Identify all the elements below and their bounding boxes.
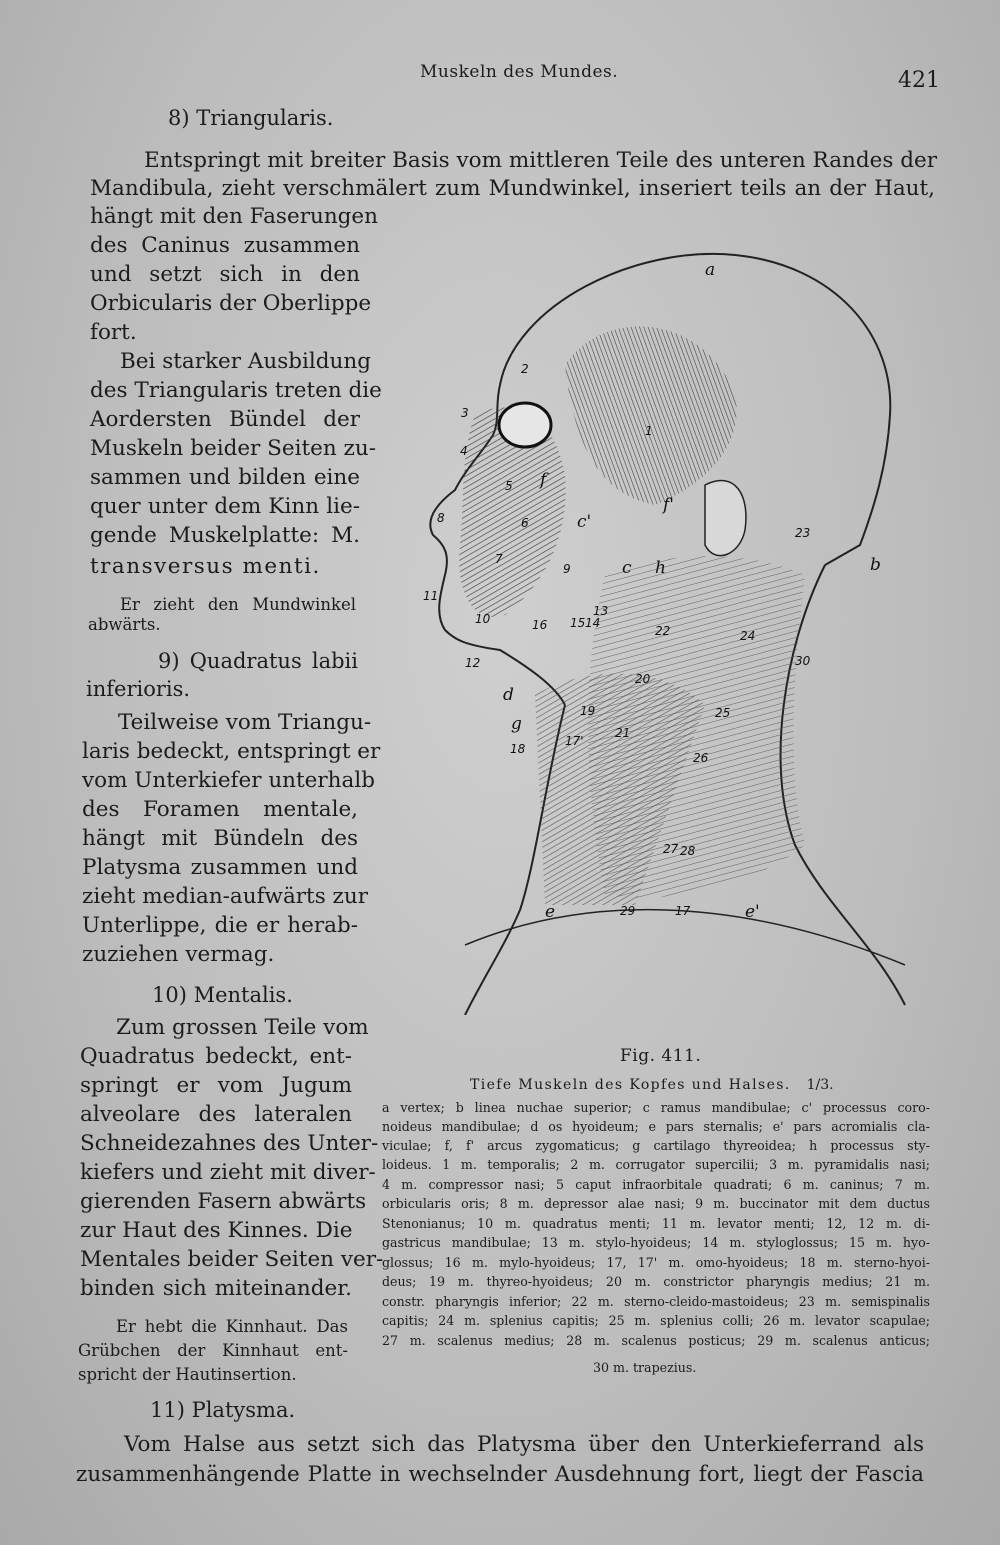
running-title: Muskeln des Mundes. [420, 62, 619, 82]
legend-line: orbicularis oris; 8 m. depressor alae nasi; 9 m. buccinator mit dem ductus [382, 1196, 930, 1211]
text-line: transversus menti. [90, 554, 321, 579]
text-line: Teilweise vom Triangu- [118, 710, 372, 735]
text-line: zusammenhängende Platte in wechselnder Ausdehnung fort, liegt der Fascia [76, 1462, 924, 1487]
text-line: zuziehen vermag. [82, 942, 275, 967]
legend-line: deus; 19 m. thyreo-hyoideus; 20 m. constrictor pharyngis medius; 21 m. [382, 1274, 930, 1289]
legend-line: capitis; 24 m. splenius capitis; 25 m. splenius colli; 26 m. levator scapulae; [382, 1313, 930, 1328]
text-line: sammen und bilden eine [90, 465, 360, 490]
note-line: abwärts. [88, 615, 161, 634]
page-number: 421 [898, 68, 940, 93]
text-line: gende Muskelplatte: M. [90, 523, 360, 548]
figure-label: a [705, 260, 716, 280]
figure-label: 9 [563, 562, 571, 576]
text-line: Muskeln beider Seiten zu- [90, 436, 376, 461]
legend-line: gastricus mandibulae; 13 m. stylo-hyoideus; 14 m. styloglossus; 15 m. hyo- [382, 1235, 930, 1250]
figure-label: 23 [795, 526, 811, 540]
legend-line: 4 m. compressor nasi; 5 caput infraorbitale quadrati; 6 m. caninus; 7 m. [382, 1177, 930, 1192]
text-line: springt er vom Jugum [80, 1073, 352, 1098]
section-heading-platysma: 11) Platysma. [150, 1398, 296, 1422]
figure-label: e' [745, 902, 760, 922]
text-line: des Caninus zusammen [90, 233, 360, 258]
figure-label: 2 [521, 362, 529, 376]
text-line: Entspringt mit breiter Basis vom mittleren Teile des unteren Randes der [144, 148, 937, 173]
figure-scale: 1/3. [806, 1077, 834, 1093]
figure-label: 7 [495, 552, 503, 566]
figure-label: 17' [565, 734, 584, 748]
figure-label: h [655, 558, 666, 578]
figure-label: f [540, 470, 547, 490]
text-line: Zum grossen Teile vom [116, 1015, 369, 1040]
figure-label: 8 [437, 511, 445, 525]
text-line: Schneidezahnes des Unter- [80, 1131, 379, 1156]
figure-label: c [622, 558, 632, 578]
text-line: und setzt sich in den [90, 262, 360, 287]
legend-line: a vertex; b linea nuchae superior; c ramus mandibulae; c' processus coro- [382, 1100, 930, 1115]
figure-label: 4 [460, 444, 468, 458]
text-line: hängt mit den Faserungen [90, 204, 378, 229]
legend-line: 27 m. scalenus medius; 28 m. scalenus posticus; 29 m. scalenus anticus; [382, 1333, 930, 1348]
figure-label: 28 [680, 844, 696, 858]
figure-label: 3 [461, 406, 469, 420]
note-line: Grübchen der Kinnhaut ent- [78, 1341, 348, 1360]
section-heading-quadratus: 9) Quadratus labii [158, 649, 358, 673]
note-line: Er zieht den Mundwinkel [120, 595, 356, 614]
text-line: alveolare des lateralen [80, 1102, 352, 1127]
figure-label: 25 [715, 706, 731, 720]
figure-label: 13 [593, 604, 609, 618]
text-line: fort. [90, 320, 137, 345]
figure-label: 12 [465, 656, 481, 670]
text-line: hängt mit Bündeln des [82, 826, 358, 851]
text-line: des Triangularis treten die [90, 378, 382, 403]
text-line: zieht median-aufwärts zur [82, 884, 369, 909]
figure-label: 11 [423, 589, 439, 603]
figure-label: 18 [510, 742, 526, 756]
text-line: Vom Halse aus setzt sich das Platysma über den Unterkieferrand als [124, 1432, 924, 1457]
figure-label: 19 [580, 704, 596, 718]
figure-label: 27 [663, 842, 679, 856]
note-line: Er hebt die Kinnhaut. Das [116, 1317, 348, 1336]
note-line: spricht der Hautinsertion. [78, 1365, 297, 1384]
figure-label: 30 [795, 654, 811, 668]
figure-label: b [870, 555, 881, 575]
figure-label: 16 [532, 618, 548, 632]
figure-label: e [545, 902, 556, 922]
text-line: Mandibula, zieht verschmälert zum Mundwinkel, inseriert teils an der Haut, [90, 176, 935, 201]
legend-line: glossus; 16 m. mylo-hyoideus; 17, 17' m. omo-hyoideus; 18 m. sterno-hyoi- [382, 1255, 930, 1270]
text-line: kiefers und zieht mit diver- [80, 1160, 376, 1185]
figure-label: 17 [675, 904, 691, 918]
section-heading-triangularis: 8) Triangularis. [168, 106, 334, 130]
section-heading-quadratus: inferioris. [86, 677, 191, 701]
text-line: Unterlippe, die er herab- [82, 913, 358, 938]
text-line: gierenden Fasern abwärts [80, 1189, 367, 1214]
legend-line: constr. pharyngis inferior; 22 m. sterno-cleido-mastoideus; 23 m. semispinalis [382, 1294, 930, 1309]
figure-label: c' [577, 512, 592, 532]
figure-label: 14 [585, 616, 601, 630]
legend-line: viculae; f, f' arcus zygomaticus; g cartilago thyreoidea; h processus sty- [382, 1138, 930, 1153]
text-line: Quadratus bedeckt, ent- [80, 1044, 352, 1069]
text-line: laris bedeckt, entspringt er [82, 739, 381, 764]
legend-line: 30 m. trapezius. [593, 1360, 697, 1375]
section-heading-mentalis: 10) Mentalis. [152, 983, 293, 1007]
figure-number: Fig. 411. [620, 1046, 702, 1066]
figure-caption [470, 1077, 834, 1093]
figure-label: 15 [570, 616, 586, 630]
text-line: des Foramen mentale, [82, 797, 358, 822]
figure-label: 6 [521, 516, 529, 530]
text-line: vom Unterkiefer unterhalb [82, 768, 375, 793]
anatomical-illustration [405, 245, 925, 1015]
figure-label: 26 [693, 751, 709, 765]
text-line: quer unter dem Kinn lie- [90, 494, 360, 519]
text-line: Bei starker Ausbildung [120, 349, 372, 374]
figure-label: 22 [655, 624, 671, 638]
figure-title: Tiefe Muskeln des Kopfes und Halses. [470, 1077, 791, 1093]
text-line: Orbicularis der Oberlippe [90, 291, 372, 316]
figure-label: 29 [620, 904, 636, 918]
figure-label: g [511, 714, 522, 734]
text-line: Aordersten Bündel der [90, 407, 360, 432]
figure-label: d [503, 685, 514, 705]
text-line: binden sich miteinander. [80, 1276, 352, 1301]
figure-label: 10 [475, 612, 491, 626]
legend-line: noideus mandibulae; d os hyoideum; e pars sternalis; e' pars acromialis cla- [382, 1119, 930, 1134]
figure-label: 5 [505, 479, 513, 493]
legend-line: loideus. 1 m. temporalis; 2 m. corrugator supercilii; 3 m. pyramidalis nasi; [382, 1157, 930, 1172]
text-line: Platysma zusammen und [82, 855, 358, 880]
figure-label: 21 [615, 726, 631, 740]
text-line: Mentales beider Seiten ver- [80, 1247, 384, 1272]
legend-line: Stenonianus; 10 m. quadratus menti; 11 m. levator menti; 12, 12 m. di- [382, 1216, 930, 1231]
figure-label: 20 [635, 672, 651, 686]
figure-label: 1 [645, 424, 653, 438]
figure-label: f' [663, 495, 674, 515]
figure-label: 24 [740, 629, 756, 643]
text-line: zur Haut des Kinnes. Die [80, 1218, 353, 1243]
